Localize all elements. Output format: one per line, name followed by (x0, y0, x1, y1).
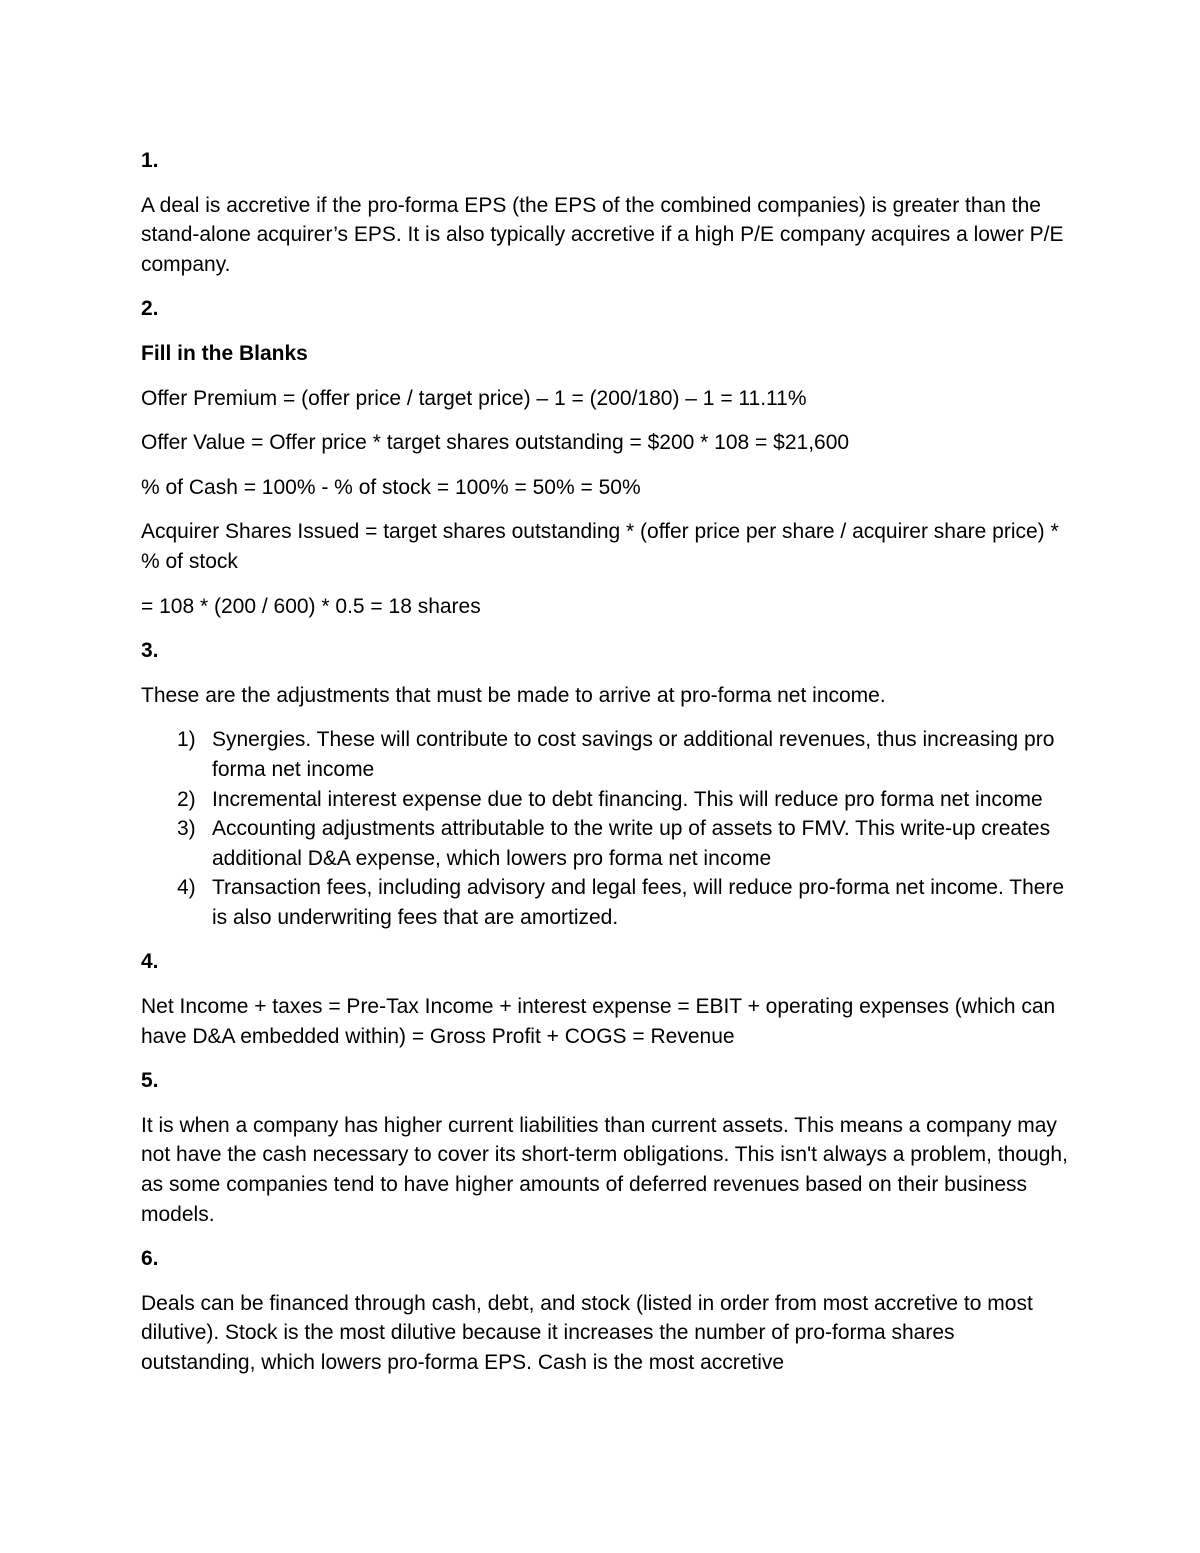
list-marker: 2) (177, 787, 196, 811)
section-number-3: 3. (141, 639, 159, 663)
section-number-1: 1. (141, 149, 159, 172)
offer-premium-line: Offer Premium = (offer price / target price) – 1 = (200/180) – 1 = 11.11% (141, 386, 807, 410)
acquirer-shares-line: Acquirer Shares Issued = target shares outstanding * (offer price per share / acquirer share price) * % of stock (141, 520, 1059, 573)
list-item-text: Incremental interest expense due to debt financing. This will reduce pro forma net income (212, 787, 1043, 811)
adjustments-list (141, 725, 1071, 932)
offer-value-line: Offer Value = Offer price * target shares outstanding = $200 * 108 = $21,600 (141, 431, 850, 455)
acquirer-shares-calc-line: = 108 * (200 / 600) * 0.5 = 18 shares (141, 594, 481, 618)
list-item-text: Synergies. These will contribute to cost savings or additional revenues, thus increasing pro forma net income (212, 728, 1055, 781)
list-marker: 1) (177, 728, 196, 752)
list-item (141, 814, 1071, 873)
list-marker: 3) (177, 817, 196, 841)
section-2-heading: Fill in the Blanks (141, 341, 308, 365)
section-number-5: 5. (141, 1069, 159, 1093)
section-1-paragraph: A deal is accretive if the pro-forma EPS (the EPS of the combined companies) is greater than the stand-alone acquirer’s EPS. It is also typically accretive if a high P/E company acquires a lower P/E company. (141, 193, 1064, 276)
list-item-text: Transaction fees, including advisory and legal fees, will reduce pro-forma net income. There is also underwriting fees that are amortized. (212, 876, 1065, 929)
document-page (141, 146, 1071, 1378)
percent-cash-line: % of Cash = 100% - % of stock = 100% = 50% = 50% (141, 475, 641, 499)
section-5-paragraph: It is when a company has higher current liabilities than current assets. This means a company may not have the cash necessary to cover its short-term obligations. This isn't always a problem, though, as some companies tend to have higher amounts of deferred revenues based on their business models. (141, 1113, 1068, 1226)
section-6-paragraph: Deals can be financed through cash, debt, and stock (listed in order from most accretive to most dilutive). Stock is the most dilutive because it increases the number of pro-forma shares outstanding, which lowers pro-forma EPS. Cash is the most accretive (141, 1291, 1033, 1374)
list-item (141, 725, 1071, 784)
list-item-text: Accounting adjustments attributable to the write up of assets to FMV. This write-up creates additional D&A expense, which lowers pro forma net income (212, 817, 1051, 870)
list-item (141, 785, 1071, 815)
section-4-paragraph: Net Income + taxes = Pre-Tax Income + interest expense = EBIT + operating expenses (which can have D&A embedded within) = Gross Profit + COGS = Revenue (141, 995, 1056, 1048)
list-item (141, 873, 1071, 932)
list-marker: 4) (177, 876, 196, 900)
section-number-6: 6. (141, 1247, 159, 1271)
section-number-4: 4. (141, 950, 159, 974)
section-3-intro: These are the adjustments that must be made to arrive at pro-forma net income. (141, 683, 886, 707)
section-number-2: 2. (141, 297, 159, 321)
